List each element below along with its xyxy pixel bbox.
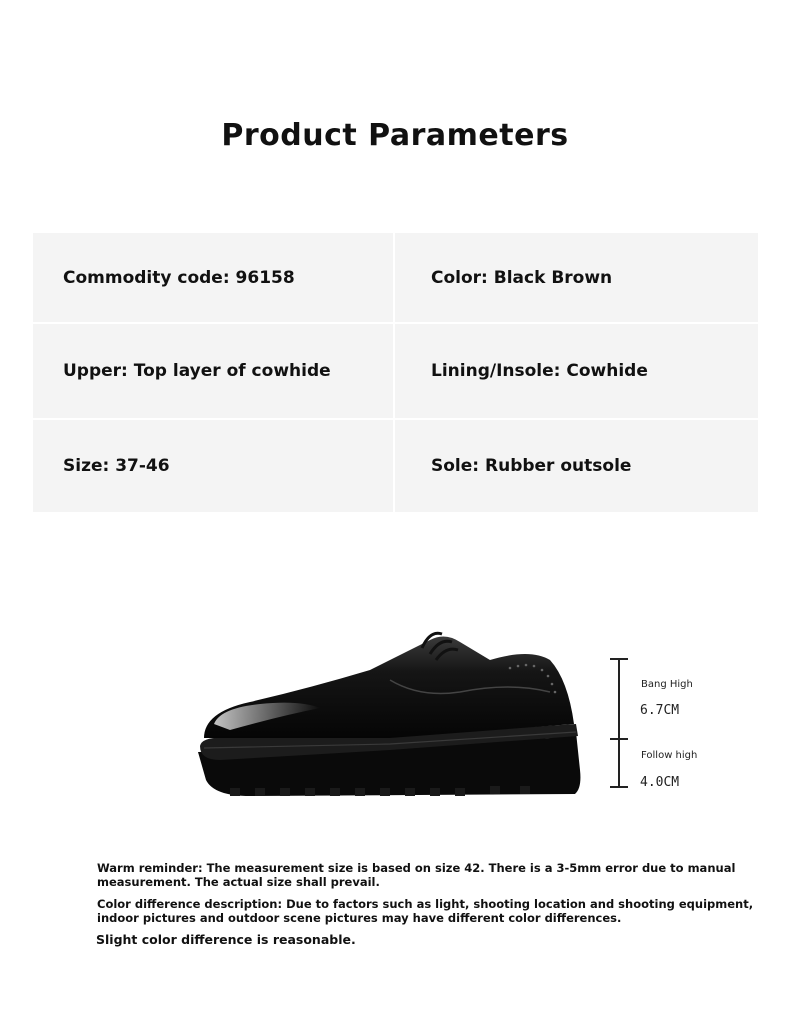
follow-high-label: Follow high (641, 750, 698, 761)
measure-tick-top (610, 658, 628, 660)
param-sole: Sole: Rubber outsole (395, 420, 760, 514)
warm-reminder: Warm reminder: The measurement size is based on size 42. There is a 3-5mm error due to manual measurement. The actual size shall prevail. (97, 861, 736, 889)
color-difference-description: Color difference description: Due to factors such as light, shooting location and shooting equipment, indoor pictures and outdoor scene pictures may have different color differences. (97, 897, 754, 925)
param-lining-insole: Lining/Insole: Cowhide (395, 324, 760, 420)
slight-color-note: Slight color difference is reasonable. (96, 932, 356, 947)
param-upper: Upper: Top layer of cowhide (33, 324, 395, 420)
height-measurement (600, 655, 750, 790)
page-title: Product Parameters (221, 118, 569, 153)
param-size: Size: 37-46 (33, 420, 395, 514)
measure-tick-mid (610, 738, 628, 740)
notes (97, 861, 757, 955)
param-commodity-code: Commodity code: 96158 (33, 233, 395, 324)
shoe-icon (190, 620, 590, 805)
bang-high-label: Bang High (641, 679, 693, 690)
measure-tick-bottom (610, 786, 628, 788)
follow-high-value: 4.0CM (640, 775, 680, 790)
bang-high-value: 6.7CM (640, 703, 680, 718)
product-parameters-table (33, 233, 760, 514)
shoe-image (190, 620, 590, 805)
param-color: Color: Black Brown (395, 233, 760, 324)
measure-bar (618, 659, 620, 787)
